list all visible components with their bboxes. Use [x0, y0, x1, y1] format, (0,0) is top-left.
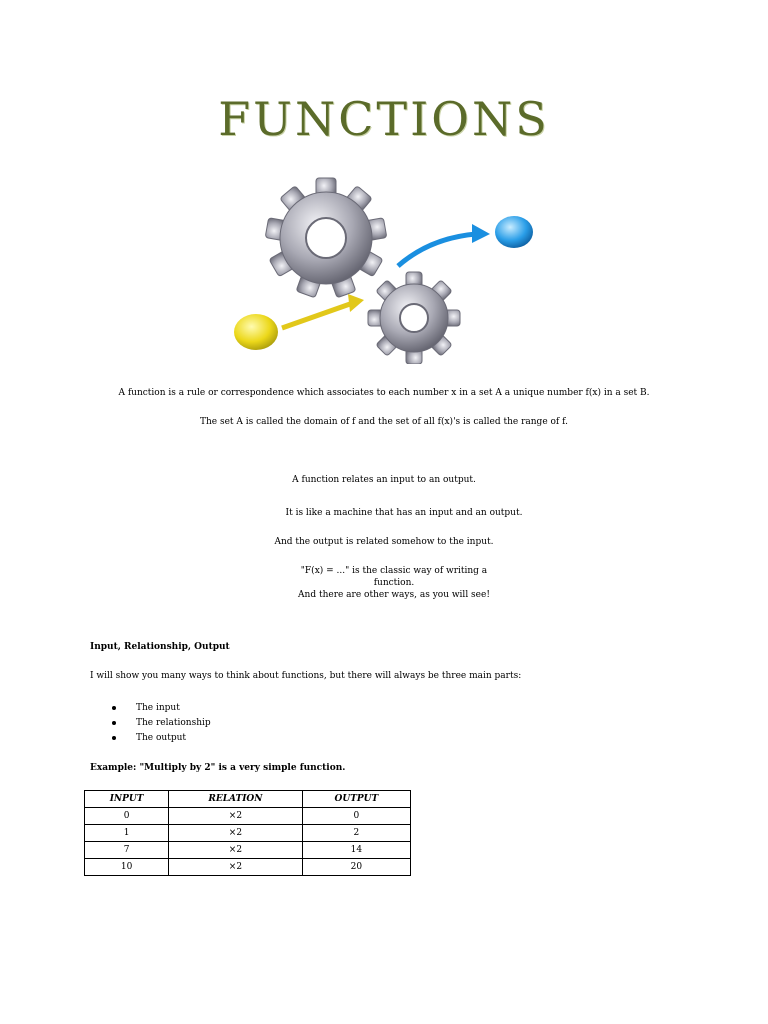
related-line: And the output is related somehow to the input.	[274, 537, 494, 547]
header-output: OUTPUT	[302, 791, 410, 808]
bullet-icon	[112, 721, 116, 725]
section-intro: I will show you many ways to think about functions, but there will always be three main parts:	[90, 671, 522, 681]
table-cell: ×2	[169, 859, 303, 876]
example-line: Example: "Multiply by 2" is a very simple function.	[90, 763, 346, 773]
table-cell: 20	[302, 859, 410, 876]
table-row	[85, 842, 411, 859]
bullet-icon	[112, 706, 116, 710]
table-cell: 0	[85, 808, 169, 825]
page-title: FUNCTIONS	[218, 92, 550, 146]
table-header-row	[85, 791, 411, 808]
machine-line: It is like a machine that has an input and an output.	[285, 508, 523, 518]
table-row	[85, 859, 411, 876]
gears-illustration	[222, 176, 548, 364]
function-table	[84, 790, 411, 876]
output-arrow-icon	[398, 224, 490, 266]
input-arrow-icon	[282, 294, 364, 328]
table-cell: 14	[302, 842, 410, 859]
input-ball-icon	[234, 314, 278, 350]
table-cell: 10	[85, 859, 169, 876]
table-cell: ×2	[169, 825, 303, 842]
relates-line: A function relates an input to an output.	[292, 475, 476, 485]
parts-list	[112, 703, 211, 748]
definition-paragraph-1: A function is a rule or correspondence which associates to each number x in a set A a unique number f(x) in a set B.	[118, 388, 650, 398]
table-cell: 2	[302, 825, 410, 842]
list-item: The input	[112, 703, 211, 718]
table-row	[85, 808, 411, 825]
table-cell: 1	[85, 825, 169, 842]
definition-paragraph-2: The set A is called the domain of f and the set of all f(x)'s is called the range of f.	[199, 417, 568, 427]
classic-line-2: function.	[373, 578, 415, 588]
table-cell: 0	[302, 808, 410, 825]
list-item: The output	[112, 733, 211, 748]
other-ways-line: And there are other ways, as you will see!	[298, 590, 490, 600]
large-gear-icon	[265, 178, 387, 298]
table-row	[85, 825, 411, 842]
output-ball-icon	[495, 216, 533, 248]
table-cell: 7	[85, 842, 169, 859]
table-cell: ×2	[169, 808, 303, 825]
header-input: INPUT	[85, 791, 169, 808]
bullet-icon	[112, 736, 116, 740]
small-gear-icon	[368, 272, 460, 364]
classic-line-1: "F(x) = ..." is the classic way of writing a	[300, 566, 488, 576]
table-cell: ×2	[169, 842, 303, 859]
section-heading: Input, Relationship, Output	[90, 642, 230, 652]
header-relation: RELATION	[169, 791, 303, 808]
list-item: The relationship	[112, 718, 211, 733]
